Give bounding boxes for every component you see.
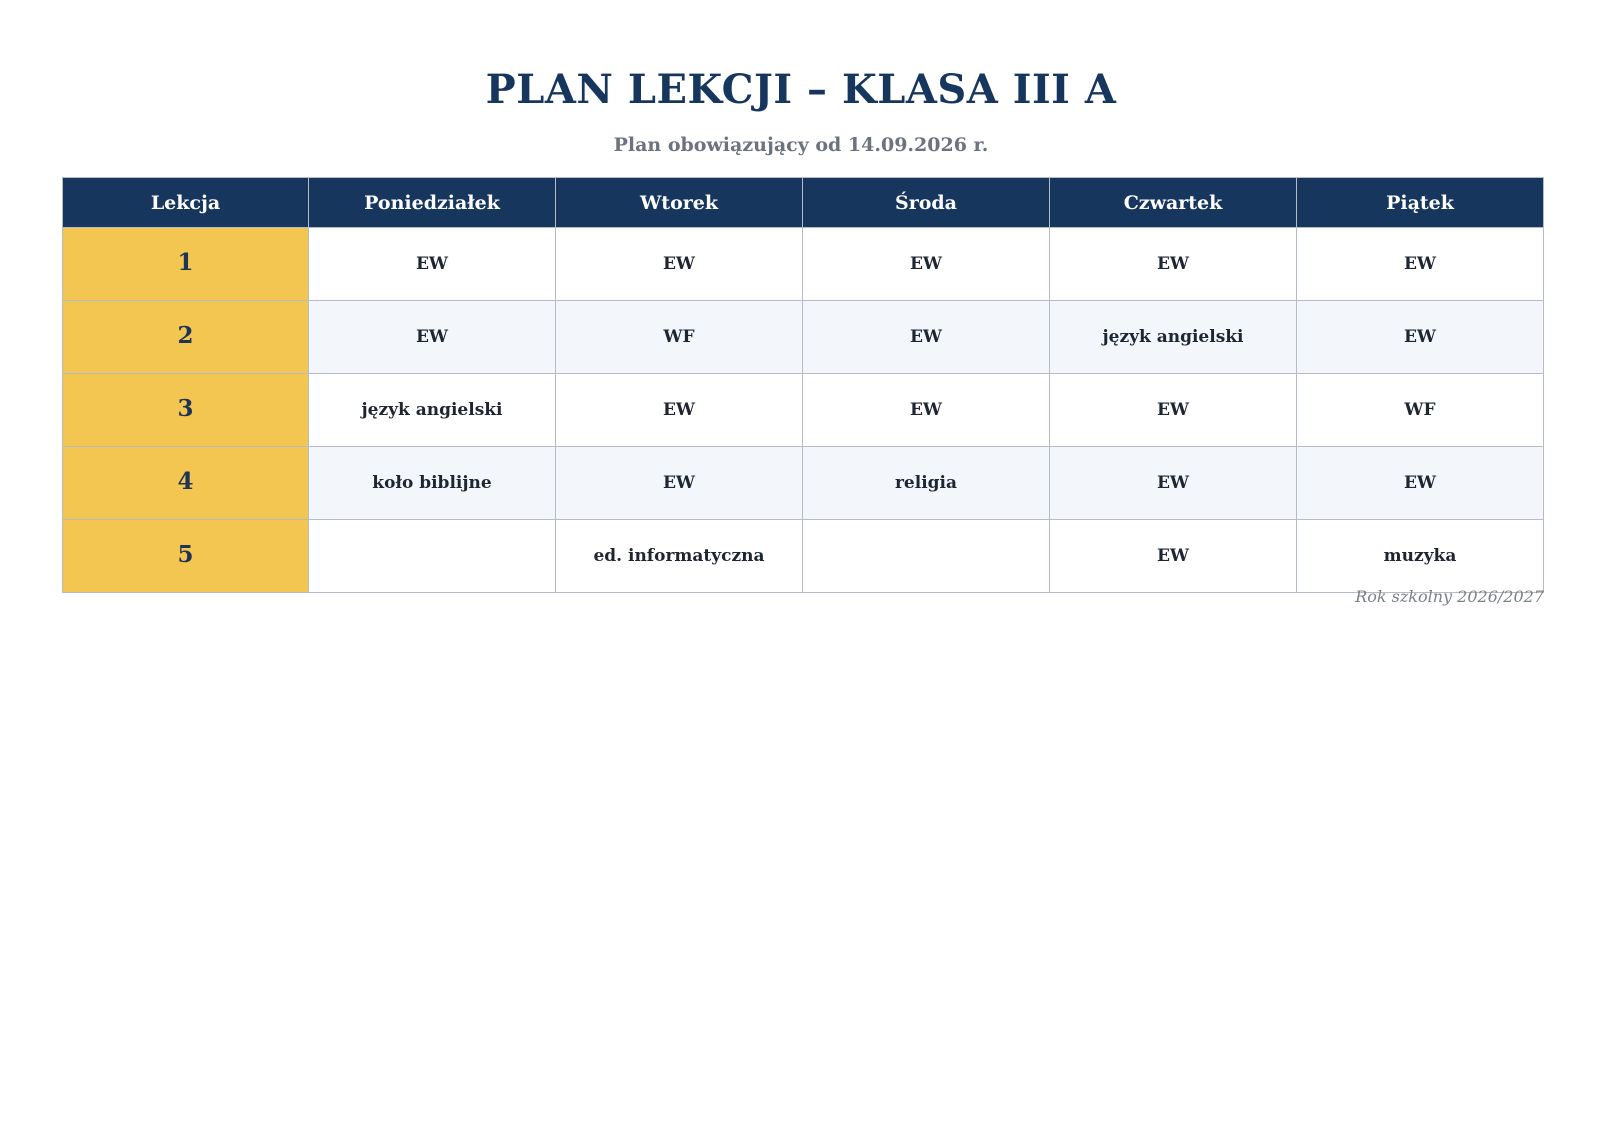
table-cell: WF bbox=[1297, 374, 1544, 447]
page-title: PLAN LEKCJI – KLASA III A bbox=[485, 66, 1117, 113]
column-header-thursday: Czwartek bbox=[1050, 178, 1297, 228]
column-header-friday: Piątek bbox=[1297, 178, 1544, 228]
lesson-number: 5 bbox=[63, 520, 309, 593]
table-cell: EW bbox=[556, 447, 803, 520]
table-cell: EW bbox=[556, 228, 803, 301]
table-row bbox=[63, 374, 1544, 447]
lesson-number: 3 bbox=[63, 374, 309, 447]
table-cell: EW bbox=[1050, 228, 1297, 301]
table-cell: religia bbox=[803, 447, 1050, 520]
lesson-number: 4 bbox=[63, 447, 309, 520]
table-cell: EW bbox=[1050, 447, 1297, 520]
table-cell: EW bbox=[1297, 301, 1544, 374]
table-cell: EW bbox=[309, 228, 556, 301]
table-cell: EW bbox=[556, 374, 803, 447]
column-header-tuesday: Wtorek bbox=[556, 178, 803, 228]
table-cell: EW bbox=[803, 374, 1050, 447]
table-cell: EW bbox=[803, 228, 1050, 301]
table-cell: muzyka bbox=[1297, 520, 1544, 593]
table-row bbox=[63, 301, 1544, 374]
table-cell: EW bbox=[803, 301, 1050, 374]
page-subtitle: Plan obowiązujący od 14.09.2026 r. bbox=[613, 134, 989, 156]
table-cell: język angielski bbox=[309, 374, 556, 447]
table-cell bbox=[803, 520, 1050, 593]
table-cell: ed. informatyczna bbox=[556, 520, 803, 593]
table-row bbox=[63, 520, 1544, 593]
column-header-lesson: Lekcja bbox=[63, 178, 309, 228]
table-cell: EW bbox=[1050, 374, 1297, 447]
table-cell: EW bbox=[1297, 228, 1544, 301]
table-cell: EW bbox=[309, 301, 556, 374]
timetable bbox=[62, 177, 1544, 593]
table-row bbox=[63, 228, 1544, 301]
table-cell: WF bbox=[556, 301, 803, 374]
table-row bbox=[63, 447, 1544, 520]
column-header-wednesday: Środa bbox=[803, 178, 1050, 228]
table-cell: koło biblijne bbox=[309, 447, 556, 520]
table-cell bbox=[309, 520, 556, 593]
table-cell: EW bbox=[1297, 447, 1544, 520]
lesson-number: 2 bbox=[63, 301, 309, 374]
timetable-header-row bbox=[63, 178, 1544, 228]
lesson-number: 1 bbox=[63, 228, 309, 301]
table-cell: EW bbox=[1050, 520, 1297, 593]
column-header-monday: Poniedziałek bbox=[309, 178, 556, 228]
school-year-note: Rok szkolny 2026/2027 bbox=[1355, 587, 1544, 606]
table-cell: język angielski bbox=[1050, 301, 1297, 374]
